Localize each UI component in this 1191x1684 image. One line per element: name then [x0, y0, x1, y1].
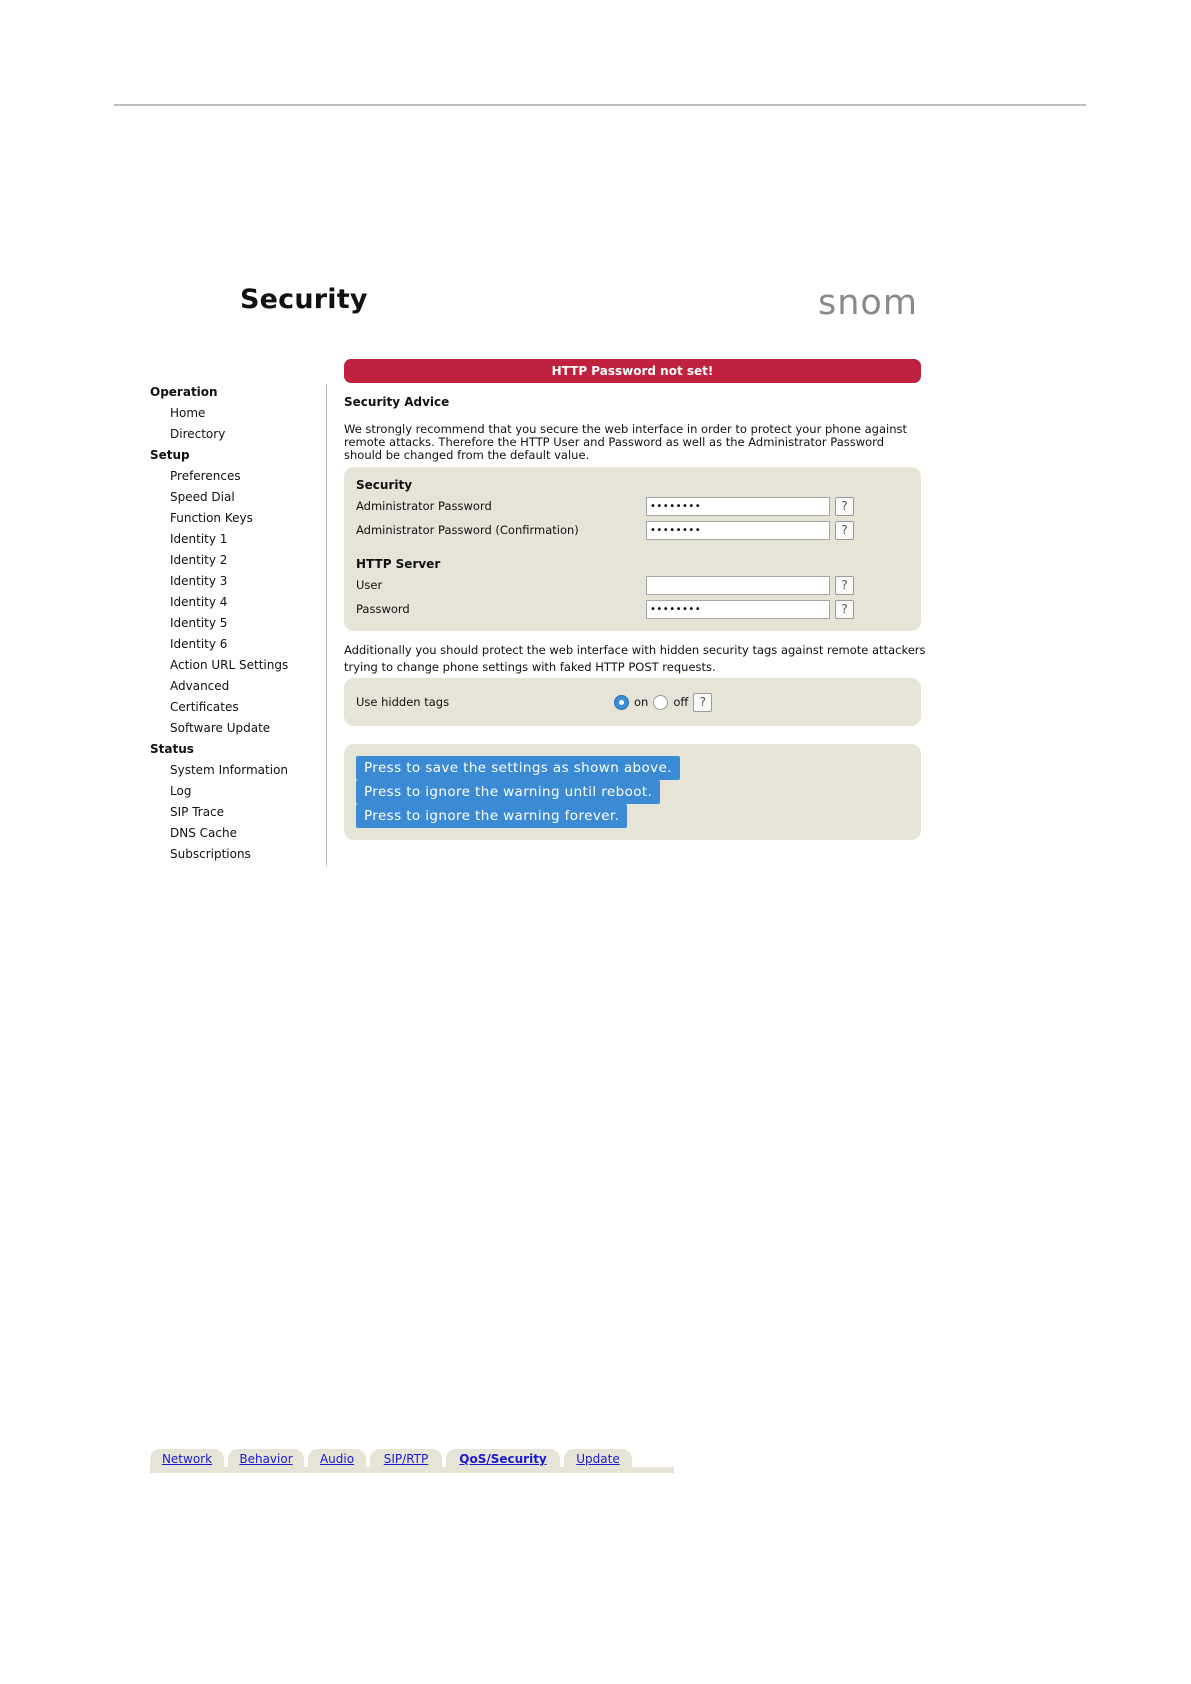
- sidebar-section-status: Status: [150, 742, 194, 756]
- sidebar-item-preferences[interactable]: Preferences: [170, 469, 241, 483]
- hidden-tags-line: trying to change phone settings with faked HTTP POST requests.: [344, 660, 716, 674]
- sidebar-section-setup: Setup: [150, 448, 190, 462]
- tab-behavior[interactable]: Behavior: [228, 1449, 304, 1469]
- actions-panel: [344, 744, 921, 840]
- ignore-until-reboot-button[interactable]: Press to ignore the warning until reboot.: [356, 780, 660, 804]
- sidebar-section-operation: Operation: [150, 385, 218, 399]
- admin-password-field[interactable]: [646, 497, 830, 516]
- sidebar-divider: [326, 384, 327, 866]
- sidebar-item-identity-5[interactable]: Identity 5: [170, 616, 228, 630]
- main-content: [344, 359, 926, 840]
- sidebar-item-subscriptions[interactable]: Subscriptions: [170, 847, 251, 861]
- security-advice-text: [344, 423, 921, 462]
- sidebar-item-directory[interactable]: Directory: [170, 427, 226, 441]
- http-password-row: [356, 597, 909, 621]
- sidebar-item-identity-3[interactable]: Identity 3: [170, 574, 228, 588]
- sidebar-item-identity-1[interactable]: Identity 1: [170, 532, 228, 546]
- help-icon[interactable]: ?: [693, 693, 712, 712]
- tab-network[interactable]: Network: [150, 1449, 224, 1469]
- help-icon[interactable]: ?: [835, 521, 854, 540]
- sidebar-item-speed-dial[interactable]: Speed Dial: [170, 490, 235, 504]
- advice-line: remote attacks. Therefore the HTTP User and Password as well as the Administrator Password: [344, 435, 885, 449]
- http-user-field[interactable]: [646, 576, 830, 595]
- sidebar-item-function-keys[interactable]: Function Keys: [170, 511, 253, 525]
- sidebar-item-dns-cache[interactable]: DNS Cache: [170, 826, 237, 840]
- help-icon[interactable]: ?: [835, 576, 854, 595]
- http-user-row: [356, 573, 909, 597]
- ignore-forever-button[interactable]: Press to ignore the warning forever.: [356, 804, 627, 828]
- settings-tab-bar: [150, 1449, 674, 1471]
- on-label: on: [634, 695, 649, 709]
- tab-qos-security[interactable]: QoS/Security: [446, 1449, 560, 1469]
- off-label: off: [673, 695, 689, 709]
- sidebar-item-log[interactable]: Log: [170, 784, 192, 798]
- tab-update[interactable]: Update: [564, 1449, 632, 1469]
- spacer: [356, 542, 909, 556]
- sidebar-item-software-update[interactable]: Software Update: [170, 721, 271, 735]
- sidebar-item-system-information[interactable]: System Information: [170, 763, 289, 777]
- http-user-label: User: [356, 578, 383, 592]
- admin-password-confirm-field[interactable]: [646, 521, 830, 540]
- page-title: Security: [240, 284, 368, 315]
- hidden-tags-panel: [344, 678, 921, 726]
- admin-password-row: [356, 494, 909, 518]
- advice-line: We strongly recommend that you secure the web interface in order to protect your phone against: [344, 422, 907, 436]
- advice-line: should be changed from the default value.: [344, 448, 590, 462]
- http-password-field[interactable]: [646, 600, 830, 619]
- sidebar-item-identity-6[interactable]: Identity 6: [170, 637, 228, 651]
- security-settings-panel: [344, 467, 921, 631]
- save-settings-button[interactable]: Press to save the settings as shown above.: [356, 756, 680, 780]
- help-icon[interactable]: ?: [835, 497, 854, 516]
- http-password-label: Password: [356, 602, 410, 616]
- sidebar-item-identity-2[interactable]: Identity 2: [170, 553, 228, 567]
- admin-password-confirm-row: [356, 518, 909, 542]
- help-icon[interactable]: ?: [835, 600, 854, 619]
- sidebar-item-action-url-settings[interactable]: Action URL Settings: [170, 658, 289, 672]
- snom-logo: snom: [818, 283, 918, 323]
- sidebar-item-sip-trace[interactable]: SIP Trace: [170, 805, 225, 819]
- sidebar-item-certificates[interactable]: Certificates: [170, 700, 239, 714]
- admin-password-label: Administrator Password: [356, 499, 492, 513]
- sidebar-item-advanced[interactable]: Advanced: [170, 679, 230, 693]
- http-server-heading: HTTP Server: [356, 557, 441, 571]
- tab-sip-rtp[interactable]: SIP/RTP: [370, 1449, 442, 1469]
- security-heading: Security: [356, 478, 413, 492]
- sidebar-nav: [150, 382, 325, 865]
- use-hidden-tags-label: Use hidden tags: [356, 695, 450, 709]
- top-rule: [114, 104, 1086, 106]
- sidebar-item-identity-4[interactable]: Identity 4: [170, 595, 228, 609]
- security-advice-title: Security Advice: [344, 395, 450, 409]
- password-warning-banner: HTTP Password not set!: [344, 359, 921, 383]
- admin-password-confirm-label: Administrator Password (Confirmation): [356, 523, 579, 537]
- hidden-tags-off-radio[interactable]: [653, 695, 668, 710]
- hidden-tags-advice: [344, 642, 934, 676]
- hidden-tags-line: Additionally you should protect the web interface with hidden security tags against remote attackers: [344, 643, 926, 657]
- sidebar-item-home[interactable]: Home: [170, 406, 206, 420]
- hidden-tags-on-radio[interactable]: [614, 695, 629, 710]
- tab-audio[interactable]: Audio: [308, 1449, 366, 1469]
